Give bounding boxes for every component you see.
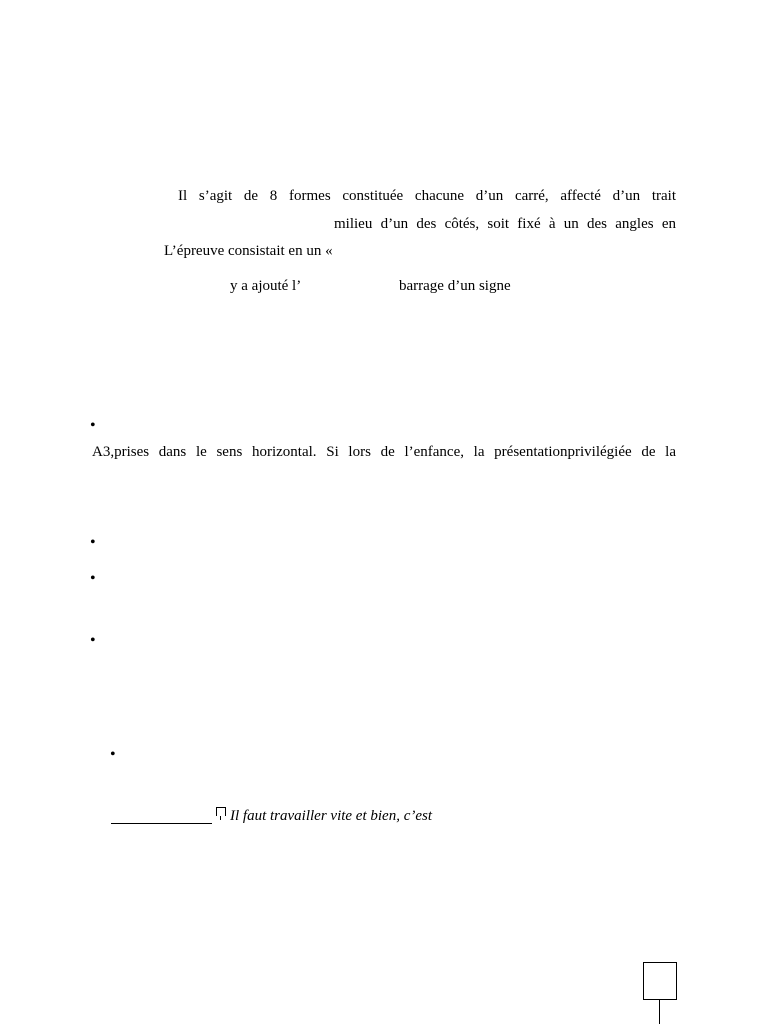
bullet-point: • <box>110 746 116 763</box>
text-line: milieu d’un des côtés, soit fixé à un des angles en <box>334 216 676 232</box>
footnote-marker-icon <box>216 807 226 816</box>
text-line: y a ajouté l’ <box>230 278 302 294</box>
page-number-box <box>643 962 677 1000</box>
text-line: barrage d’un signe <box>399 278 511 294</box>
bullet-point: • <box>90 570 96 587</box>
page-number-connector <box>659 999 660 1024</box>
bullet-point: • <box>90 632 96 649</box>
text-line: A3,prises dans le sens horizontal. Si lors de l’enfance, la présentationprivilégiée de la <box>92 444 676 460</box>
footnote-separator <box>111 823 212 824</box>
footnote-text: Il faut travailler vite et bien, c’est <box>230 808 433 824</box>
text-line: Il s’agit de 8 formes constituée chacune d’un carré, affecté d’un trait <box>178 188 676 204</box>
text-line: L’épreuve consistait en un « <box>164 243 333 259</box>
bullet-point: • <box>90 417 96 434</box>
bullet-point: • <box>90 534 96 551</box>
